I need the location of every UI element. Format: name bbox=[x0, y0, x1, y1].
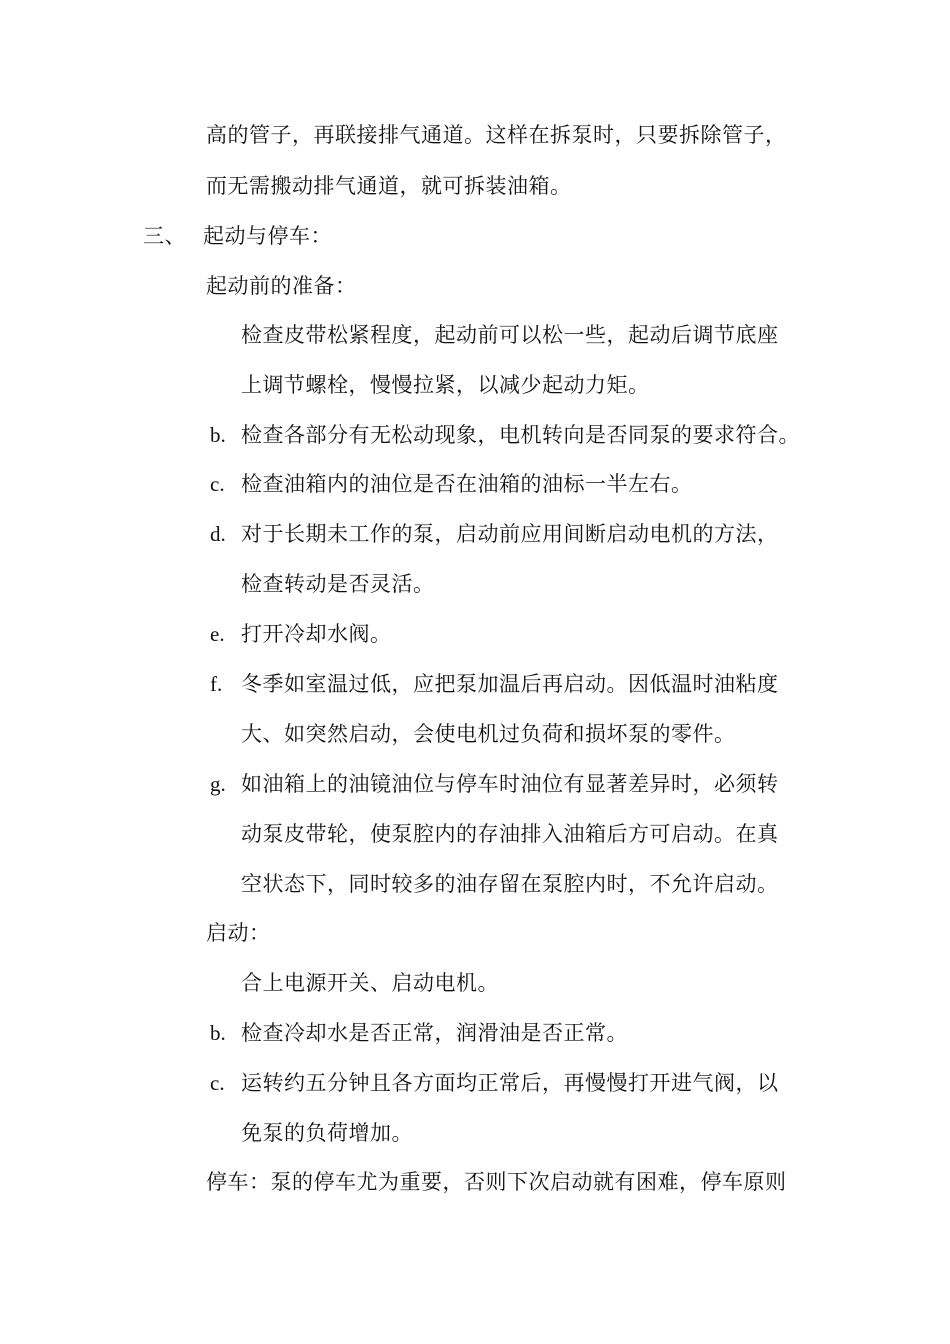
list-marker: f. bbox=[210, 672, 223, 696]
list-item-text: 如油箱上的油镜油位与停车时油位有显著差异时，必须转 bbox=[241, 772, 779, 796]
list-item-text: 打开冷却水阀。 bbox=[241, 622, 392, 646]
list-item-text: 检查冷却水是否正常，润滑油是否正常。 bbox=[241, 1021, 628, 1045]
list-item-text: 大、如突然启动，会使电机过负荷和损坏泵的零件。 bbox=[241, 722, 736, 746]
list-marker: d. bbox=[210, 522, 226, 546]
list-marker: b. bbox=[210, 1021, 226, 1045]
list-item-text: 检查各部分有无松动现象，电机转向是否同泵的要求符合。 bbox=[241, 423, 800, 447]
list-item-text: 运转约五分钟且各方面均正常后，再慢慢打开进气阀，以 bbox=[241, 1071, 779, 1095]
list-item-text: 空状态下，同时较多的油存留在泵腔内时，不允许启动。 bbox=[241, 872, 779, 896]
list-marker: b. bbox=[210, 423, 226, 447]
section-number: 三、 bbox=[143, 224, 186, 248]
list-item-text: 对于长期未工作的泵，启动前应用间断启动电机的方法， bbox=[241, 522, 779, 546]
list-item-text: 冬季如室温过低，应把泵加温后再启动。因低温时油粘度 bbox=[241, 672, 779, 696]
list-item-text: 检查油箱内的油位是否在油箱的油标一半左右。 bbox=[241, 472, 693, 496]
list-marker: g. bbox=[210, 772, 226, 796]
list-item-text: 上调节螺栓，慢慢拉紧，以减少起动力矩。 bbox=[241, 373, 650, 397]
list-item-text: 检查皮带松紧程度，起动前可以松一些，起动后调节底座 bbox=[241, 323, 779, 347]
list-marker: e. bbox=[210, 622, 225, 646]
subheading-preparation: 起动前的准备： bbox=[206, 274, 357, 298]
paragraph-line: 而无需搬动排气通道，就可拆装油箱。 bbox=[206, 174, 572, 198]
subheading-start: 启动： bbox=[206, 921, 271, 945]
list-item-text: 免泵的负荷增加。 bbox=[241, 1121, 413, 1145]
list-item-text: 检查转动是否灵活。 bbox=[241, 572, 435, 596]
paragraph-line: 高的管子，再联接排气通道。这样在拆泵时，只要拆除管子， bbox=[206, 123, 787, 147]
section-title: 起动与停车： bbox=[203, 224, 332, 248]
paragraph-line-stop: 停车：泵的停车尤为重要，否则下次启动就有困难，停车原则 bbox=[206, 1170, 787, 1194]
list-marker: c. bbox=[210, 1071, 225, 1095]
list-item-text: 合上电源开关、启动电机。 bbox=[241, 971, 499, 995]
list-marker: c. bbox=[210, 472, 225, 496]
list-item-text: 动泵皮带轮，使泵腔内的存油排入油箱后方可启动。在真 bbox=[241, 822, 779, 846]
